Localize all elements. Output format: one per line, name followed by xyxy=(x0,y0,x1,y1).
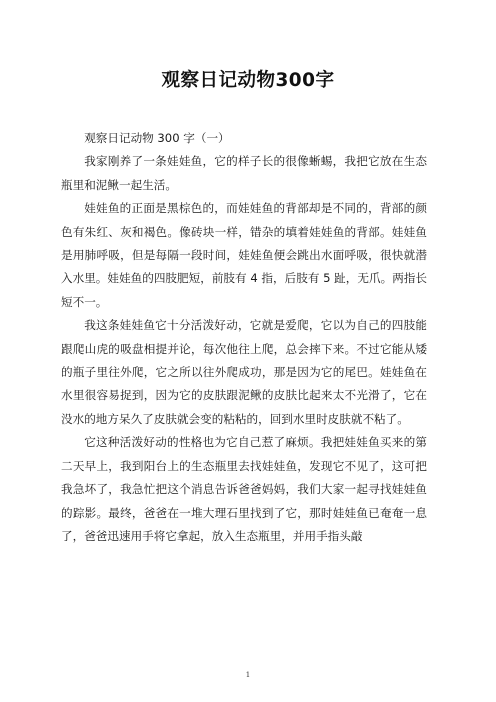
paragraph-3: 我这条娃娃鱼它十分活泼好动，它就是爱爬，它以为自己的四肢能跟爬山虎的吸盘相提并论，每次他往上爬，总会摔下来。不过它能从矮的瓶子里往外爬，它之所以往外爬成功，那是因为它的尾巴。娃娃鱼在水里很容易捉到，因为它的皮肤跟泥鳅的皮肤比起来太不光滑了，它在没水的地方呆久了皮肤就会变的粘粘的，回到水里时皮肤就不粘了。 xyxy=(61,318,427,426)
page-number: 1 xyxy=(245,671,251,679)
section-subheading: 观察日记动物 300 字（一） xyxy=(84,131,230,145)
document-body xyxy=(61,127,427,548)
paragraph-1: 我家刚养了一条娃娃鱼，它的样子长的很像蜥蜴，我把它放在生态瓶里和泥鳅一起生活。 xyxy=(61,154,427,192)
paragraph-4: 它这种活泼好动的性格也为它自己惹了麻烦。我把娃娃鱼买来的第二天早上，我到阳台上的生态瓶里去找娃娃鱼，发现它不见了，这可把我急坏了，我急忙把这个消息告诉爸爸妈妈，我们大家一起寻找娃娃鱼的踪影。最终，爸爸在一堆大理石里找到了它，那时娃娃鱼已奄奄一息了，爸爸迅速用手将它拿起，放入生态瓶里，并用手指头敲 xyxy=(61,435,427,543)
paragraph-2: 娃娃鱼的正面是黑棕色的，而娃娃鱼的背部却是不同的，背部的颜色有朱红、灰和褐色。像砖块一样，错杂的填着娃娃鱼的背部。娃娃鱼是用肺呼吸，但是每隔一段时间，娃娃鱼便会跳出水面呼吸，很快就潜入水里。娃娃鱼的四肢肥短，前肢有 4 指，后肢有 5 趾，无爪。两指长短不一。 xyxy=(61,201,427,309)
document-title: 观察日记动物300字 xyxy=(161,70,335,91)
